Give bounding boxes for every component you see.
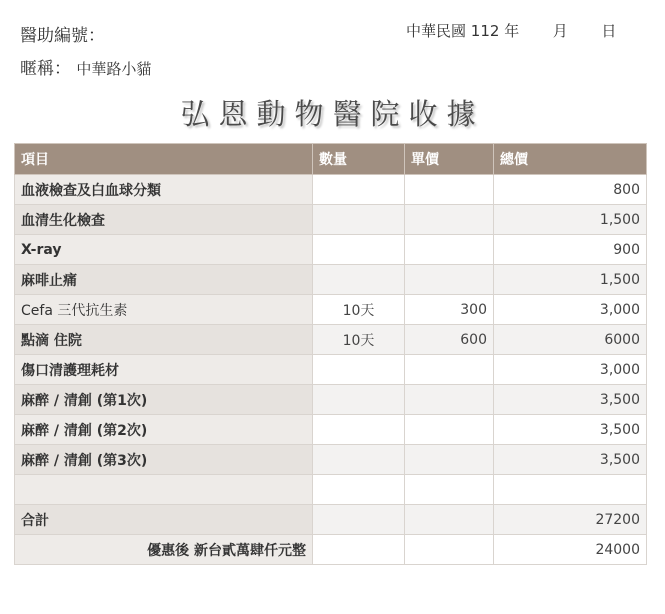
total-cell: 3,500 <box>494 385 647 415</box>
quantity-cell <box>313 385 405 415</box>
unit-price-cell <box>405 205 494 235</box>
unit-price-cell <box>405 355 494 385</box>
total-cell <box>494 475 647 505</box>
unit-price-cell <box>405 445 494 475</box>
date-year-unit: 年 <box>504 22 520 40</box>
receipt-date <box>406 20 616 41</box>
table-row <box>15 265 647 295</box>
unit-price-cell: 300 <box>405 295 494 325</box>
discount-label: 優惠後 新台貳萬肆仟元整 <box>15 535 313 565</box>
total-cell: 900 <box>494 235 647 265</box>
total-cell: 800 <box>494 175 647 205</box>
quantity-cell <box>313 355 405 385</box>
nickname-label: 暱稱： <box>20 59 71 79</box>
column-header-total: 總價 <box>494 144 647 175</box>
discount-total: 24000 <box>494 535 647 565</box>
subtotal-value: 27200 <box>494 505 647 535</box>
quantity-cell: 10天 <box>313 295 405 325</box>
unit-price-cell <box>405 535 494 565</box>
total-cell: 3,000 <box>494 355 647 385</box>
item-cell: 麻醉 / 清創 (第2次) <box>15 415 313 445</box>
table-row <box>15 235 647 265</box>
date-year: 112 <box>470 22 500 40</box>
unit-price-cell <box>405 415 494 445</box>
quantity-cell <box>313 205 405 235</box>
table-row <box>15 415 647 445</box>
quantity-cell <box>313 505 405 535</box>
column-header-unit-price: 單價 <box>405 144 494 175</box>
table-header-row <box>15 144 647 175</box>
column-header-quantity: 數量 <box>313 144 405 175</box>
quantity-cell <box>313 175 405 205</box>
table-row <box>15 355 647 385</box>
unit-price-cell <box>405 475 494 505</box>
total-cell: 3,500 <box>494 415 647 445</box>
unit-price-cell <box>405 265 494 295</box>
item-cell <box>15 475 313 505</box>
quantity-cell: 10天 <box>313 325 405 355</box>
unit-price-cell <box>405 505 494 535</box>
total-cell: 3,000 <box>494 295 647 325</box>
date-day-unit: 日 <box>601 22 617 40</box>
total-cell: 6000 <box>494 325 647 355</box>
item-cell: 麻啡止痛 <box>15 265 313 295</box>
quantity-cell <box>313 415 405 445</box>
quantity-cell <box>313 445 405 475</box>
table-row <box>15 445 647 475</box>
unit-price-cell <box>405 175 494 205</box>
unit-price-cell <box>405 385 494 415</box>
date-prefix: 中華民國 <box>406 22 467 40</box>
quantity-cell <box>313 475 405 505</box>
item-cell: 麻醉 / 清創 (第3次) <box>15 445 313 475</box>
unit-price-cell: 600 <box>405 325 494 355</box>
date-month-unit: 月 <box>552 22 568 40</box>
subtotal-row <box>15 505 647 535</box>
unit-price-cell <box>405 235 494 265</box>
quantity-cell <box>313 265 405 295</box>
item-cell: Cefa 三代抗生素 <box>15 295 313 325</box>
quantity-cell <box>313 535 405 565</box>
assistant-id-label: 醫助編號： <box>20 26 105 46</box>
total-cell: 1,500 <box>494 205 647 235</box>
table-row <box>15 295 647 325</box>
item-cell: 麻醉 / 清創 (第1次) <box>15 385 313 415</box>
item-cell: 血液檢查及白血球分類 <box>15 175 313 205</box>
discount-row <box>15 535 647 565</box>
receipt-table <box>14 143 647 565</box>
total-cell: 1,500 <box>494 265 647 295</box>
table-row <box>15 175 647 205</box>
subtotal-label: 合計 <box>15 505 313 535</box>
column-header-item: 項目 <box>15 144 313 175</box>
item-cell: 點滴 住院 <box>15 325 313 355</box>
table-row <box>15 475 647 505</box>
item-cell: 傷口清護理耗材 <box>15 355 313 385</box>
table-row <box>15 325 647 355</box>
nickname-value: 中華路小貓 <box>76 60 152 78</box>
nickname-line <box>20 54 151 79</box>
item-cell: 血清生化檢查 <box>15 205 313 235</box>
receipt-title: 弘恩動物醫院收據 <box>180 97 485 131</box>
total-cell: 3,500 <box>494 445 647 475</box>
item-cell: X-ray <box>15 235 313 265</box>
table-row <box>15 205 647 235</box>
table-row <box>15 385 647 415</box>
quantity-cell <box>313 235 405 265</box>
